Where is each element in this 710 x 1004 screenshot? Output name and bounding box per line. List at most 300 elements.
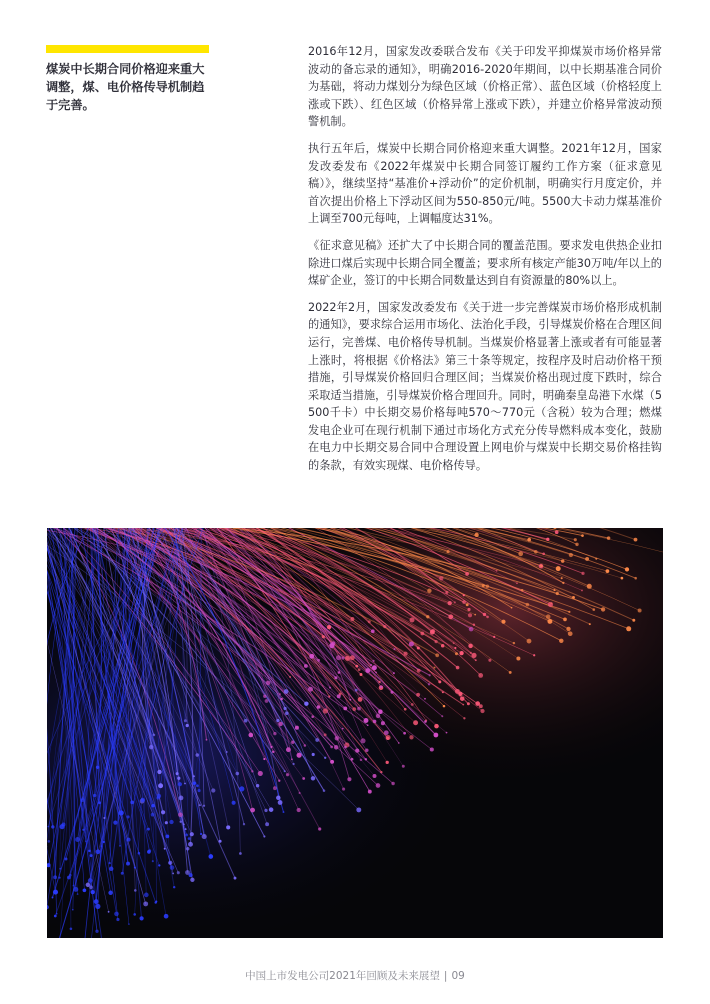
- fiber-tip: [206, 739, 208, 741]
- fiber-tip: [398, 742, 400, 744]
- fiber-tip: [151, 813, 155, 817]
- fiber-tip: [455, 652, 458, 655]
- fiber-tip: [518, 551, 523, 556]
- fiber-tip: [148, 849, 151, 852]
- fiber-tip: [263, 758, 265, 760]
- fiber-tip: [53, 890, 58, 895]
- fiber-tip: [304, 664, 308, 668]
- fiber-tip: [468, 644, 473, 649]
- fiber-tip: [183, 823, 185, 825]
- fiber-tip: [459, 651, 463, 655]
- fiber-tip: [152, 860, 154, 862]
- fiber-tip: [360, 759, 363, 762]
- fiber-tip: [370, 664, 372, 666]
- fiber-tip: [559, 639, 563, 643]
- fiber-tip: [276, 719, 279, 722]
- fiber-tip: [342, 728, 344, 730]
- fiber-tip: [284, 770, 286, 772]
- fiber-tip: [85, 840, 87, 842]
- fiber-tip: [278, 780, 280, 782]
- fiber-tip: [168, 861, 172, 865]
- fiber-tip: [329, 643, 334, 648]
- fiber-tip: [448, 601, 452, 605]
- fiber-tip: [475, 659, 477, 661]
- fiber-tip: [475, 701, 480, 706]
- fiber-tip: [390, 691, 393, 694]
- fiber-tip: [360, 738, 365, 743]
- fiber-tip: [54, 915, 57, 918]
- fiber-tip: [291, 741, 294, 744]
- fiber-tip: [239, 786, 244, 791]
- fiber-tip: [70, 927, 73, 930]
- fiber-tip: [51, 825, 54, 828]
- fiber-tip: [409, 641, 414, 646]
- fiber-tip: [179, 796, 184, 801]
- fiber-tip: [151, 804, 154, 807]
- fiber-tip: [453, 642, 455, 644]
- fiber-tip: [555, 530, 559, 534]
- fiber-tip: [501, 620, 505, 624]
- fiber-tip: [127, 815, 130, 818]
- fiber-tip: [185, 828, 187, 830]
- fiber-tip: [302, 777, 305, 780]
- fiber-optic-image: [47, 528, 663, 938]
- fiber-tip: [357, 707, 361, 711]
- fiber-tip: [202, 834, 207, 839]
- fiber-tip: [116, 918, 119, 921]
- fiber-tip: [173, 886, 175, 888]
- fiber-tip: [526, 603, 530, 607]
- fiber-tip: [279, 722, 283, 726]
- fiber-tip: [265, 822, 269, 826]
- fiber-tip: [47, 826, 49, 828]
- fiber-tip: [297, 753, 302, 758]
- fiber-tip: [454, 647, 456, 649]
- fiber-tip: [378, 681, 380, 683]
- fiber-tip: [426, 615, 429, 618]
- fiber-tip: [193, 775, 195, 777]
- fiber-tip: [60, 824, 65, 829]
- fiber-tip: [285, 712, 289, 716]
- fiber-tip: [100, 845, 102, 847]
- fiber-tip: [403, 732, 406, 735]
- fiber-tip: [454, 601, 456, 603]
- fiber-tip: [323, 789, 326, 792]
- fiber-tip: [425, 719, 427, 721]
- fiber-tip: [318, 827, 321, 830]
- fiber-tip: [75, 837, 80, 842]
- fiber-tip: [134, 867, 136, 869]
- fiber-tip: [304, 744, 307, 747]
- fiber-tip: [431, 629, 435, 633]
- fiber-tip: [446, 732, 448, 734]
- fiber-tip: [164, 914, 169, 919]
- fiber-tip: [219, 840, 222, 843]
- fiber-tip: [96, 766, 99, 769]
- fiber-tip: [513, 642, 515, 644]
- fiber-tip: [466, 603, 469, 606]
- fiber-tip: [581, 589, 583, 591]
- fiber-tip: [632, 619, 635, 622]
- fiber-tip: [330, 746, 333, 749]
- fiber-tip: [283, 811, 285, 813]
- fiber-tip: [258, 771, 263, 776]
- fiber-tip: [47, 840, 50, 843]
- fiber-tip: [286, 773, 289, 776]
- fiber-tip: [546, 614, 551, 619]
- fiber-tip: [527, 639, 532, 644]
- fiber-tip: [358, 697, 363, 702]
- fiber-tip: [59, 868, 61, 870]
- fiber-tip: [308, 687, 313, 692]
- fiber-tip: [533, 654, 535, 656]
- fiber-tip: [435, 653, 439, 657]
- fiber-tip: [574, 538, 577, 541]
- fiber-tip: [141, 798, 145, 802]
- fiber-tip: [143, 901, 148, 906]
- fiber-tip: [90, 854, 93, 857]
- fiber-tip: [165, 821, 168, 824]
- fiber-tip: [404, 652, 408, 656]
- fiber-tip: [568, 611, 570, 613]
- fiber-tip: [172, 872, 174, 874]
- fiber-tip: [417, 669, 421, 673]
- fiber-tip: [634, 577, 637, 580]
- fiber-tip: [427, 589, 432, 594]
- fiber-tip: [279, 693, 281, 695]
- fiber-tip: [546, 538, 549, 541]
- fiber-tip: [186, 724, 189, 727]
- fiber-tip: [424, 698, 426, 700]
- fiber-tip: [443, 705, 446, 708]
- fiber-tip: [337, 694, 341, 698]
- fiber-tip: [185, 833, 188, 836]
- fiber-tip: [441, 715, 443, 717]
- fiber-tip: [273, 786, 277, 790]
- fiber-tip: [140, 916, 144, 920]
- fiber-tip: [372, 774, 376, 778]
- fiber-tip: [184, 719, 187, 722]
- fiber-tip: [86, 883, 91, 888]
- fiber-tip: [109, 862, 111, 864]
- fiber-tip: [93, 794, 96, 797]
- fiber-tip: [196, 784, 199, 787]
- fiber-tip: [121, 872, 124, 875]
- fiber-tip: [203, 805, 205, 807]
- fiber-tip: [88, 850, 91, 853]
- fiber-tip: [556, 566, 561, 571]
- fiber-tip: [250, 808, 255, 813]
- fiber-tip: [226, 751, 228, 753]
- fiber-tip: [621, 577, 624, 580]
- fiber-tip: [304, 701, 308, 705]
- fiber-tip: [327, 625, 331, 629]
- fiber-tip: [625, 567, 629, 571]
- fiber-tip: [393, 648, 395, 650]
- fiber-tip: [364, 718, 369, 723]
- fiber-tip: [166, 835, 170, 839]
- fiber-tip: [170, 865, 175, 870]
- article-paragraph: 2022年2月，国家发改委发布《关于进一步完善煤炭市场价格形成机制的通知》，要求综合运用市场化、法治化手段，引导煤炭价格在合理区间运行，完善煤、电价格传导机制。当煤炭价格显著上涨或者有可能显著上涨时，将根据《价格法》第三十条等规定，按程序及时启动价格干预措施，引导煤炭价格回归合理区间；当煤炭价格出现过度下跌时，综合采取适当措施，引导煤炭价格合理回升。同时，明确秦皇岛港下水煤（5500千卡）中长期交易价格每吨570～770元（含税）较为合理；燃煤发电企业可在现行机制下通过市场化方式充分传导燃料成本变化，鼓励在电力中长期交易合同中合理设置上网电价与煤炭中长期交易价格挂钩的条款，有效实现煤、电价格传导。: [308, 300, 662, 473]
- fiber-tip: [59, 877, 61, 879]
- fiber-tip: [527, 538, 531, 542]
- fiber-tip: [367, 724, 369, 726]
- fiber-tip: [177, 777, 180, 780]
- fiber-tip: [562, 582, 564, 584]
- fiber-tip: [239, 852, 242, 855]
- fiber-tip: [266, 681, 271, 686]
- fiber-tip: [161, 810, 165, 814]
- fiber-tip: [200, 833, 202, 835]
- fiber-tip: [273, 732, 276, 735]
- fiber-tip: [393, 672, 395, 674]
- fiber-tip: [195, 753, 199, 757]
- fiber-tip: [433, 667, 435, 669]
- fiber-tip: [270, 746, 272, 748]
- fiber-tip: [434, 733, 439, 738]
- fiber-tip: [186, 847, 189, 850]
- fiber-tip: [311, 776, 315, 780]
- fiber-tip: [360, 673, 363, 676]
- fiber-tip: [133, 913, 136, 916]
- fiber-tip: [350, 655, 355, 660]
- fiber-tip: [312, 753, 315, 756]
- fiber-tip: [334, 745, 339, 750]
- fiber-tip: [113, 821, 117, 825]
- fiber-tip: [341, 656, 344, 659]
- fiber-tip: [130, 800, 134, 804]
- fiber-tip: [98, 801, 101, 804]
- fiber-tip: [553, 589, 555, 591]
- fiber-tip: [295, 726, 299, 730]
- fiber-tip: [108, 891, 112, 895]
- fiber-tip: [67, 876, 71, 880]
- fiber-tip: [103, 841, 105, 843]
- fiber-tip: [638, 609, 642, 613]
- fiber-tip: [355, 665, 358, 668]
- fiber-tip: [83, 888, 87, 892]
- fiber-tip: [568, 631, 573, 636]
- fiber-tip: [420, 632, 424, 636]
- fiber-tip: [284, 689, 289, 694]
- fiber-tip: [482, 584, 485, 587]
- fiber-tip: [581, 572, 584, 575]
- fiber-tip: [248, 733, 253, 738]
- fiber-tip: [607, 536, 611, 540]
- fiber-tip: [127, 838, 131, 842]
- fiber-tip: [483, 613, 486, 616]
- fiber-tip: [297, 808, 301, 812]
- fiber-tip: [179, 821, 181, 823]
- fiber-tip: [96, 849, 101, 854]
- fiber-tip: [572, 596, 575, 599]
- fiber-tip: [542, 552, 545, 555]
- fiber-tip: [119, 845, 121, 847]
- fiber-tip: [114, 912, 119, 917]
- fiber-tip: [561, 577, 563, 579]
- fiber-tip: [386, 761, 389, 764]
- fiber-tip: [56, 913, 58, 915]
- fiber-tip: [391, 782, 394, 785]
- fiber-tip: [467, 608, 470, 611]
- fiber-tip: [286, 747, 291, 752]
- fiber-tip: [569, 553, 573, 557]
- fiber-tip: [108, 911, 110, 913]
- fiber-tip: [381, 721, 385, 725]
- fiber-tip: [317, 705, 321, 709]
- fiber-tip: [468, 613, 472, 617]
- fiber-tip: [478, 673, 483, 678]
- fiber-tip: [82, 829, 84, 831]
- fiber-tip: [198, 789, 201, 792]
- fiber-tip: [149, 745, 153, 749]
- fiber-tip: [470, 652, 472, 654]
- fiber-tip: [77, 893, 79, 895]
- fiber-tip: [601, 607, 605, 611]
- fiber-tip: [315, 738, 319, 742]
- fiber-tip: [634, 538, 638, 542]
- fiber-tip: [235, 772, 239, 776]
- fiber-tip: [188, 837, 191, 840]
- fiber-tip: [109, 867, 113, 871]
- fiber-tip: [322, 635, 325, 638]
- fiber-tip: [606, 569, 610, 573]
- fiber-tip: [373, 720, 377, 724]
- fiber-tip: [164, 848, 166, 850]
- fiber-tip: [190, 878, 194, 882]
- fiber-tip: [365, 668, 370, 673]
- fiber-tip: [345, 656, 350, 661]
- fiber-tip: [409, 617, 414, 622]
- fiber-tip: [138, 852, 141, 855]
- fiber-tip: [587, 584, 592, 589]
- fiber-tip: [592, 608, 595, 611]
- fiber-tip: [375, 672, 377, 674]
- fiber-tip: [329, 687, 331, 689]
- fiber-tip: [355, 749, 359, 753]
- fiber-tip: [547, 619, 552, 624]
- fiber-tip: [516, 656, 520, 660]
- fiber-tip: [278, 800, 283, 805]
- fiber-tip: [465, 572, 469, 576]
- fiber-tip: [65, 858, 68, 861]
- fiber-tip: [445, 591, 448, 594]
- fiber-tip: [178, 782, 182, 786]
- fiber-tip: [430, 747, 434, 751]
- fiber-tip: [347, 777, 351, 781]
- fiber-tip: [324, 757, 326, 759]
- fiber-tip: [119, 810, 124, 815]
- fiber-tip: [153, 734, 156, 737]
- fiber-tip: [185, 870, 190, 875]
- article-paragraph: 2016年12月，国家发改委联合发布《关于印发平抑煤炭市场价格异常波动的备忘录的通知》，明确2016-2020年期间，以中长期基准合同价为基础，将动力煤划分为绿色区域（价格正常）、蓝色区域（价格轻度上涨或下跌）、红色区域（价格异常上涨或下跌），并建立价格异常波动预警机制。: [308, 45, 662, 129]
- fiber-tip: [158, 864, 160, 866]
- fiber-tip: [323, 708, 328, 713]
- fiber-tip: [372, 665, 377, 670]
- fiber-tip: [429, 674, 431, 676]
- fiber-tip: [256, 784, 259, 787]
- fiber-tip: [95, 930, 98, 933]
- fiber-tip: [416, 693, 420, 697]
- fiber-tip: [177, 871, 180, 874]
- fiber-tip: [409, 735, 413, 739]
- fiber-tip: [368, 790, 372, 794]
- fiber-tip: [548, 602, 553, 607]
- fiber-tip: [144, 893, 149, 898]
- fiber-tip: [368, 620, 371, 623]
- fiber-tip: [486, 584, 490, 588]
- fiber-tip: [52, 897, 54, 899]
- fiber-tip: [434, 640, 437, 643]
- article-paragraph: 《征求意见稿》还扩大了中长期合同的覆盖范围。要求发电供热企业扣除进口煤后实现中长期合同全覆盖；要求所有核定产能30万吨/年以上的煤矿企业，签订的中长期合同数量达到自有资源量的80%以上。: [308, 238, 662, 288]
- fiber-tip: [438, 680, 441, 683]
- fiber-tip: [72, 909, 74, 911]
- fiber-tip: [338, 671, 341, 674]
- fiber-tip: [211, 788, 215, 792]
- fiber-tip: [626, 626, 631, 631]
- fiber-tip: [378, 709, 383, 714]
- fiber-tip: [365, 758, 367, 760]
- fiber-tip: [178, 812, 183, 817]
- fiber-tip: [448, 614, 453, 619]
- fiber-tip: [244, 719, 248, 723]
- fiber-tip: [365, 748, 369, 752]
- fiber-tip: [126, 862, 130, 866]
- fiber-tip: [463, 594, 465, 596]
- fiber-tip: [358, 668, 361, 671]
- fiber-tip: [53, 875, 57, 879]
- fiber-tip: [585, 557, 589, 561]
- fiber-tip: [511, 607, 513, 609]
- fiber-tip: [460, 696, 464, 700]
- article-paragraph: 执行五年后，煤炭中长期合同价格迎来重大调整。2021年12月，国家发改委发布《2022年煤炭中长期合同签订履约工作方案（征求意见稿）》，继续坚持“基准价+浮动价”的定价机制，明确实行月度定价，并首次提出价格上下浮动区间为550-850元/吨。5500大卡动力煤基准价上调至700元每吨，上调幅度达31%。: [308, 141, 662, 226]
- fiber-tip: [73, 885, 75, 887]
- fiber-tip: [402, 765, 405, 768]
- fiber-tip: [272, 751, 275, 754]
- fiber-tip: [128, 923, 130, 925]
- fiber-tip: [595, 558, 597, 560]
- fiber-tip: [226, 825, 230, 829]
- fiber-tip: [540, 565, 542, 567]
- fiber-tip: [493, 636, 495, 638]
- fiber-tip: [73, 887, 78, 892]
- fiber-tip: [561, 559, 564, 562]
- fiber-tip: [386, 735, 391, 740]
- fiber-tip: [467, 702, 470, 705]
- fiber-tip: [521, 589, 523, 591]
- fiber-tip: [343, 706, 347, 710]
- fiber-tip: [534, 550, 538, 554]
- fiber-tip: [376, 714, 380, 718]
- fiber-tip: [263, 835, 265, 837]
- fiber-tip: [243, 823, 245, 825]
- fiber-tip: [350, 617, 354, 621]
- fiber-tip: [336, 655, 341, 660]
- fiber-tip: [509, 671, 512, 674]
- fiber-tip: [158, 783, 163, 788]
- fiber-tip: [324, 733, 327, 736]
- fiber-tip: [411, 703, 414, 706]
- fiber-tip: [147, 828, 150, 831]
- fiber-tip: [428, 683, 430, 685]
- fiber-tip: [556, 592, 559, 595]
- fiber-tip: [469, 627, 474, 632]
- fiber-tip: [334, 676, 337, 679]
- fiber-tip: [176, 772, 179, 775]
- page-footer: [0, 968, 710, 983]
- fiber-tip: [155, 901, 157, 903]
- fiber-tip: [91, 890, 95, 894]
